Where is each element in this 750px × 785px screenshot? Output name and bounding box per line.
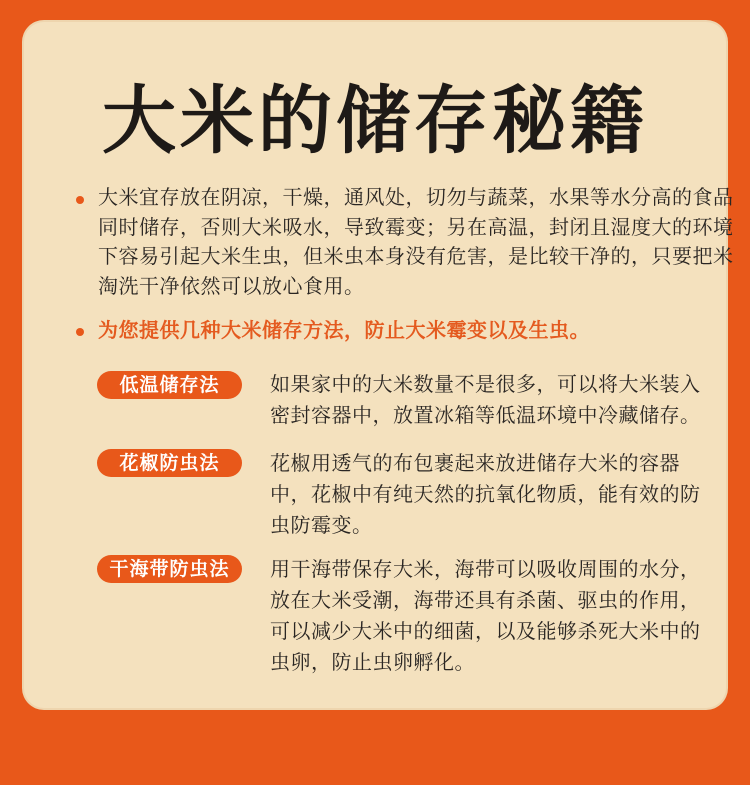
bullet-dot [76,196,84,204]
page-title: 大米的储存秘籍 [102,78,648,164]
bullet-dot [76,328,84,336]
content-card [22,20,734,710]
method-label-low-temp: 低温储存法 [97,371,242,399]
highlight-line: 为您提供几种大米储存方法，防止大米霉变以及生虫。 [98,318,590,342]
method-label-seaweed: 干海带防虫法 [97,555,242,583]
method-desc-pepper: 花椒用透气的布包裹起来放进储存大米的容器中，花椒中有纯天然的抗氧化物质，能有效的防虫防霉变。 [270,451,701,537]
intro-paragraph: 大米宜存放在阴凉，干燥，通风处，切勿与蔬菜，水果等水分高的食品同时储存，否则大米吸水，导致霉变；另在高温，封闭且湿度大的环境下容易引起大米生虫，但米虫本身没有危害，是比较干净的，只要把米淘洗干净依然可以放心食用。 [98,185,734,298]
method-desc-low-temp: 如果家中的大米数量不是很多，可以将大米装入密封容器中，放置冰箱等低温环境中冷藏储存。 [270,372,701,427]
method-label-pepper: 花椒防虫法 [97,449,242,477]
method-desc-seaweed: 用干海带保存大米，海带可以吸收周围的水分，放在大米受潮，海带还具有杀菌、驱虫的作用，可以减少大米中的细菌，以及能够杀死大米中的虫卵，防止虫卵孵化。 [270,557,701,674]
